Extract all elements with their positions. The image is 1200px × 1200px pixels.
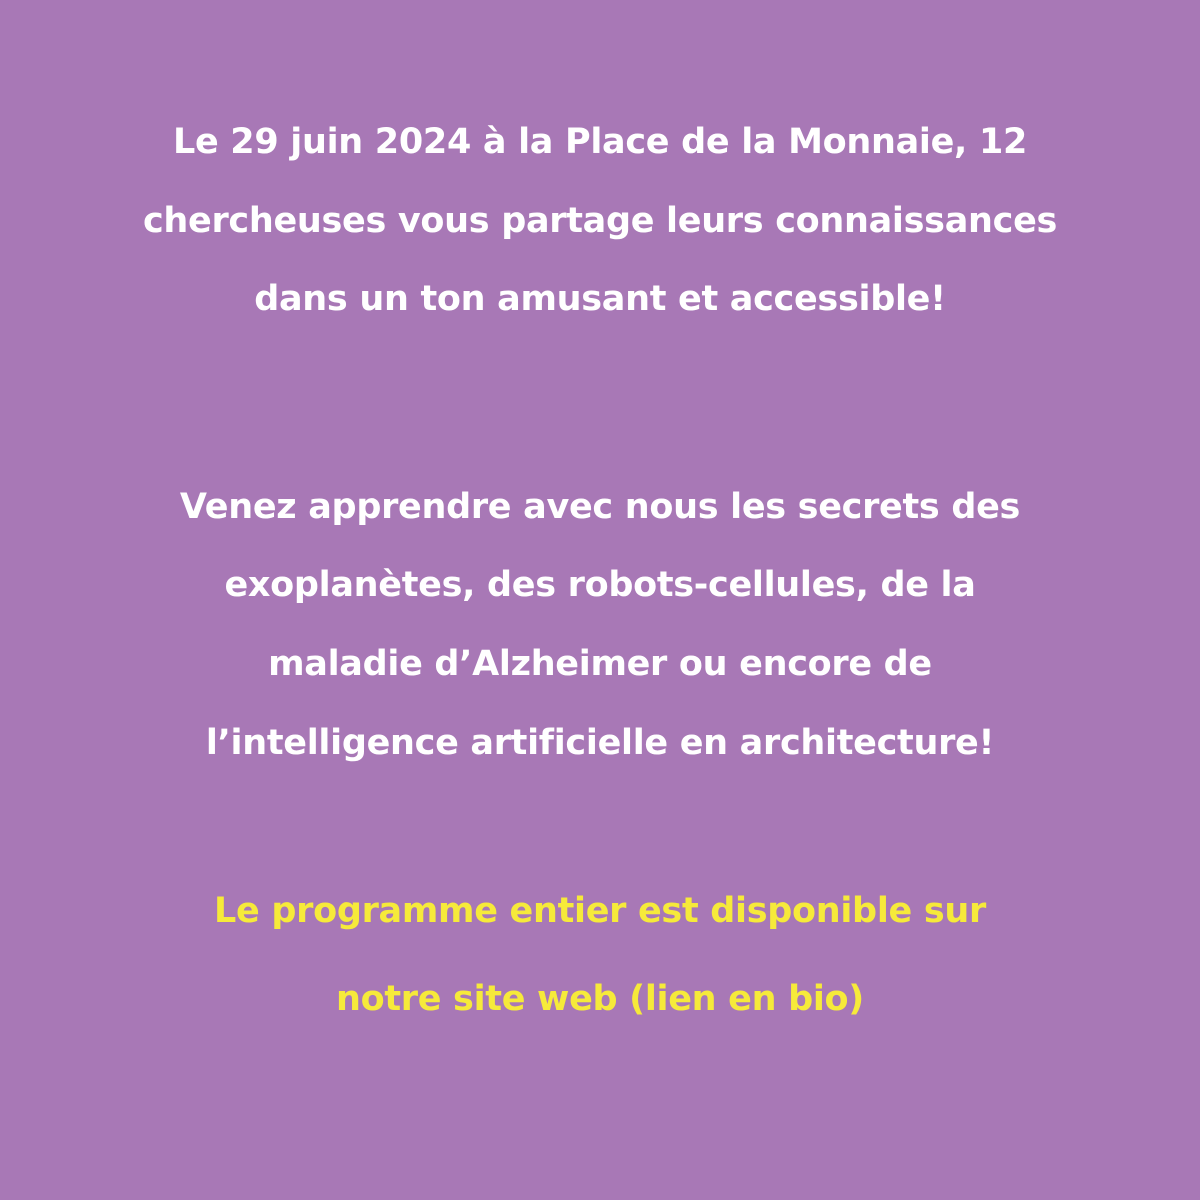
cta-line-1: Le programme entier est disponible sur [214,891,986,931]
topics-line-1: Venez apprendre avec nous les secrets des [179,487,1021,527]
topics-line-2: exoplanètes, des robots-cellules, de la [224,565,976,605]
intro-line-3: dans un ton amusant et accessible! [254,279,946,319]
intro-line-1: Le 29 juin 2024 à la Place de la Monnaie, 12 [172,122,1028,162]
topics-line-3: maladie d’Alzheimer ou encore de [268,644,932,684]
cta-line-2: notre site web (lien en bio) [335,979,865,1019]
topics-line-4: l’intelligence artificielle en architecture! [205,723,995,763]
intro-line-2: chercheuses vous partage leurs connaissances [142,201,1058,241]
